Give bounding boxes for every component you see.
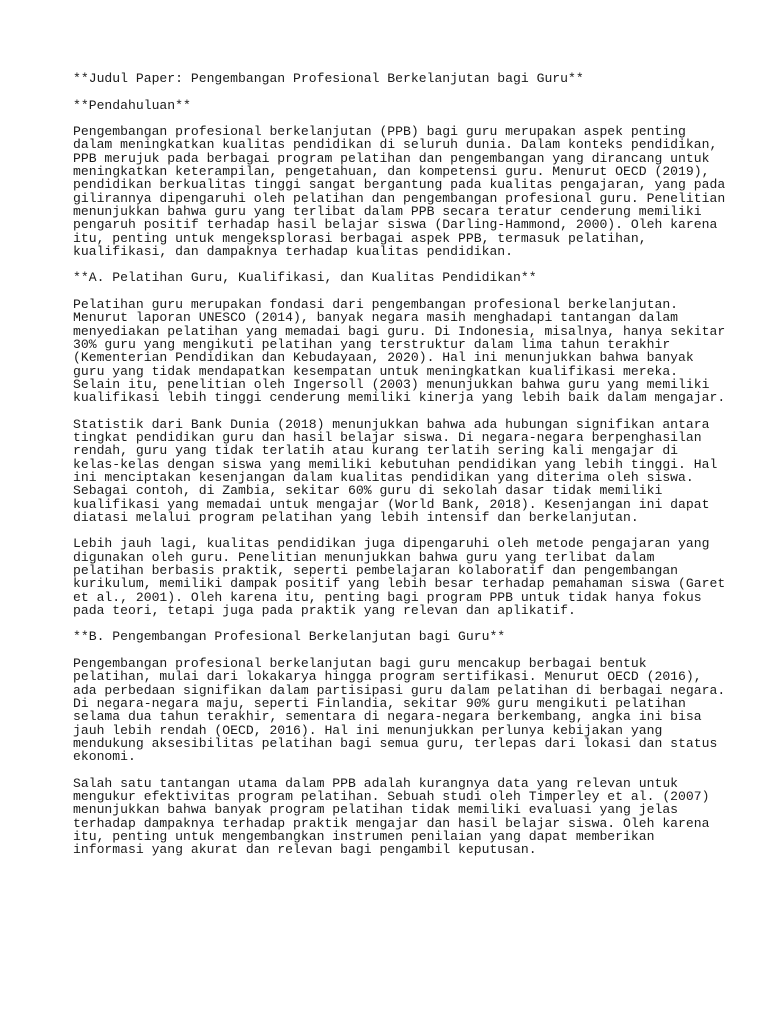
paragraph bbox=[73, 657, 728, 763]
paragraph-line: et al., 2001). Oleh karena itu, penting bagi program PPB untuk tidak hanya fokus bbox=[73, 589, 702, 605]
paragraph-line: kurikulum, memiliki dampak positif yang lebih besar terhadap pemahaman siswa (Garet bbox=[73, 576, 726, 592]
paragraph-line: menyediakan pelatihan yang memadai bagi guru. Di Indonesia, misalnya, hanya sekitar bbox=[73, 323, 726, 339]
paragraph bbox=[73, 537, 728, 617]
paragraph-line: 30% guru yang mengikuti pelatihan yang terstruktur dalam lima tahun terakhir bbox=[73, 336, 671, 352]
paragraph-line: PPB merujuk pada berbagai program pelatihan dan pengembangan yang dirancang untuk bbox=[73, 150, 710, 166]
paragraph bbox=[73, 125, 728, 258]
paragraph-line: jauh lebih rendah (OECD, 2016). Hal ini menunjukkan perlunya kebijakan yang bbox=[73, 722, 663, 738]
paragraph-line: ekonomi. bbox=[73, 749, 136, 765]
paragraph-line: pelatihan berbasis praktik, seperti pembelajaran kolaboratif dan pengembangan bbox=[73, 562, 679, 578]
paragraph bbox=[73, 777, 728, 857]
paragraph-line: Menurut laporan UNESCO (2014), banyak negara masih menghadapi tantangan dalam bbox=[73, 310, 679, 326]
paragraph-line: dalam meningkatkan kualitas pendidikan di seluruh dunia. Dalam konteks pendidikan, bbox=[73, 137, 718, 153]
paragraph-line: kualifikasi yang memadai untuk mengajar (World Bank, 2018). Kesenjangan ini dapat bbox=[73, 496, 710, 512]
paragraph-line: pendidikan berkualitas tinggi sangat bergantung pada kualitas pengajaran, yang pada bbox=[73, 177, 726, 193]
paragraph-line: mendukung aksesibilitas pelatihan bagi semua guru, terlepas dari lokasi dan status bbox=[73, 735, 718, 751]
paragraph-line: kelas-kelas dengan siswa yang memiliki kebutuhan pendidikan yang lebih tinggi. Hal bbox=[73, 456, 718, 472]
paragraph-line: Statistik dari Bank Dunia (2018) menunjukkan bahwa ada hubungan signifikan antara bbox=[73, 416, 710, 432]
paragraph-line: kualifikasi lebih tinggi cenderung memiliki kinerja yang lebih baik dalam mengajar. bbox=[73, 390, 726, 406]
paragraph-line: Selain itu, penelitian oleh Ingersoll (2003) menunjukkan bahwa guru yang memiliki bbox=[73, 376, 710, 392]
paragraph-line: informasi yang akurat dan relevan bagi pengambil keputusan. bbox=[73, 842, 537, 858]
paragraph-line: Pengembangan profesional berkelanjutan (PPB) bagi guru merupakan aspek penting bbox=[73, 124, 686, 140]
paragraph-line: (Kementerian Pendidikan dan Kebudayaan, 2020). Hal ini menunjukkan bahwa banyak bbox=[73, 350, 694, 366]
section-heading: **B. Pengembangan Profesional Berkelanjutan bagi Guru** bbox=[73, 629, 506, 645]
paragraph-line: Sebagai contoh, di Zambia, sekitar 60% guru di sekolah dasar tidak memiliki bbox=[73, 483, 663, 499]
paragraph-line: Pelatihan guru merupakan fondasi dari pengembangan profesional berkelanjutan. bbox=[73, 297, 679, 313]
section-heading: **Pendahuluan** bbox=[73, 97, 191, 113]
paragraph-line: tingkat pendidikan guru dan hasil belajar siswa. Di negara-negara berpenghasilan bbox=[73, 430, 702, 446]
paragraph-line: selama dua tahun terakhir, sementara di negara-negara berkembang, angka ini bisa bbox=[73, 709, 702, 725]
paragraph bbox=[73, 418, 728, 524]
paragraph-line: gilirannya dipengaruhi oleh pelatihan dan pengembangan profesional guru. Penelitian bbox=[73, 190, 726, 206]
paragraph-line: ini menciptakan kesenjangan dalam kualitas pendidikan yang diterima oleh siswa. bbox=[73, 469, 694, 485]
paragraph-line: kualifikasi, dan dampaknya terhadap kualitas pendidikan. bbox=[73, 243, 514, 259]
paragraph-line: Lebih jauh lagi, kualitas pendidikan juga dipengaruhi oleh metode pengajaran yang bbox=[73, 536, 710, 552]
paragraph-line: menunjukkan bahwa banyak program pelatihan tidak memiliki evaluasi yang jelas bbox=[73, 802, 679, 818]
paragraph-line: diatasi melalui program pelatihan yang lebih intensif dan berkelanjutan. bbox=[73, 509, 639, 525]
paragraph-line: Salah satu tantangan utama dalam PPB adalah kurangnya data yang relevan untuk bbox=[73, 775, 679, 791]
paragraph-line: Pengembangan profesional berkelanjutan bagi guru mencakup berbagai bentuk bbox=[73, 656, 647, 672]
document-body bbox=[73, 72, 728, 870]
paragraph-line: meningkatkan keterampilan, pengetahuan, dan kompetensi guru. Menurut OECD (2019), bbox=[73, 164, 710, 180]
paragraph-line: digunakan oleh guru. Penelitian menunjukkan bahwa guru yang terlibat dalam bbox=[73, 549, 655, 565]
paragraph-line: terhadap dampaknya terhadap praktik mengajar dan hasil belajar siswa. Oleh karena bbox=[73, 815, 710, 831]
paragraph-line: Di negara-negara maju, seperti Finlandia, sekitar 90% guru mengikuti pelatihan bbox=[73, 695, 686, 711]
paragraph-line: ada perbedaan signifikan dalam partisipasi guru dalam pelatihan di berbagai negara. bbox=[73, 682, 726, 698]
paragraph-line: itu, penting untuk mengembangkan instrumen penilaian yang dapat memberikan bbox=[73, 828, 655, 844]
paragraph-line: pengaruh positif terhadap hasil belajar siswa (Darling-Hammond, 2000). Oleh karena bbox=[73, 217, 718, 233]
paragraph-line: guru yang tidak mendapatkan kesempatan untuk meningkatkan kualifikasi mereka. bbox=[73, 363, 679, 379]
paragraph-line: pada teori, tetapi juga pada praktik yang relevan dan aplikatif. bbox=[73, 602, 576, 618]
section-heading: **A. Pelatihan Guru, Kualifikasi, dan Kualitas Pendidikan** bbox=[73, 270, 537, 286]
paragraph-line: itu, penting untuk mengeksplorasi berbagai aspek PPB, termasuk pelatihan, bbox=[73, 230, 647, 246]
paragraph-line: pelatihan, mulai dari lokakarya hingga program sertifikasi. Menurut OECD (2016), bbox=[73, 669, 702, 685]
paragraph-line: menunjukkan bahwa guru yang terlibat dalam PPB secara teratur cenderung memiliki bbox=[73, 203, 702, 219]
paper-title: **Judul Paper: Pengembangan Profesional Berkelanjutan bagi Guru** bbox=[73, 71, 584, 86]
paragraph bbox=[73, 298, 728, 404]
paragraph-line: mengukur efektivitas program pelatihan. Sebuah studi oleh Timperley et al. (2007) bbox=[73, 789, 710, 805]
paragraph-line: rendah, guru yang tidak terlatih atau kurang terlatih sering kali mengajar di bbox=[73, 443, 679, 459]
